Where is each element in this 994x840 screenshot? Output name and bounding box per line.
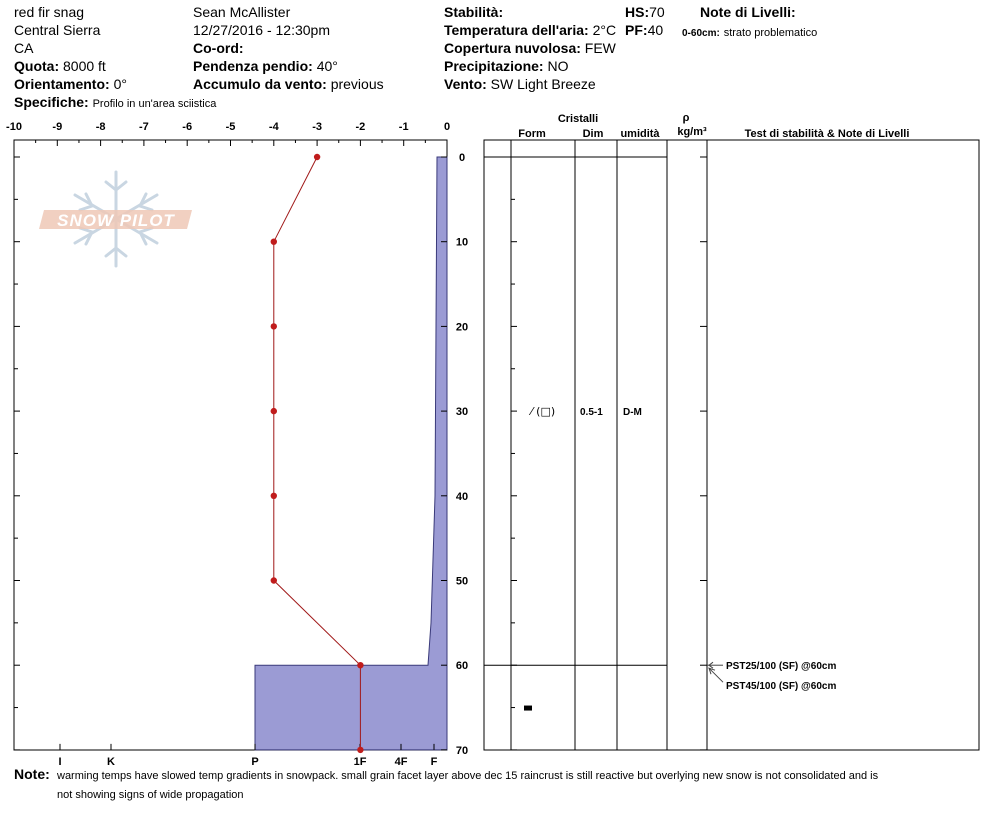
depth-tick-label: 70 [455,744,469,757]
hardness-tick-label: P [251,756,259,768]
datetime: 12/27/2016 - 12:30pm [193,22,330,38]
aspect-label: Orientamento: [14,76,110,92]
pf-value: 40 [647,22,664,38]
elevation-label: Quota: [14,58,60,74]
air-temp-value: 2°C [592,22,617,38]
temperature-point [271,323,277,329]
slope-label: Pendenza pendio: [193,58,313,74]
precip-label: Precipitazione: [444,58,544,74]
layer-note-range: 0-60cm: [682,28,720,39]
form-header: Form [518,128,546,140]
note-label: Note: [14,766,50,782]
temp-tick-label: -8 [95,121,106,133]
precip-value: NO [547,58,569,74]
depth-tick-label: 0 [458,152,466,164]
note-text-line1: warming temps have slowed temp gradients in snowpack. small grain facet layer above dec 15 raincrust is still reactive but overlying new snow is not consolidated and is [57,770,879,782]
air-temp-label: Temperatura dell'aria: [444,22,589,38]
layer-notes-label: Note di Livelli: [700,4,796,20]
size-header: Dim [582,128,604,140]
pf-label: PF: [625,22,648,38]
layer-form: ⁄ (□) [530,405,556,419]
layer-table [484,112,909,750]
aspect-value: 0° [113,76,127,92]
wind-loading-value: previous [330,76,384,92]
layer-moisture: D-M [623,407,642,419]
depth-tick-label: 40 [455,490,469,503]
wind-value: SW Light Breeze [490,76,596,92]
temperature-point [357,747,363,753]
test-arrow-2 [709,668,723,682]
observer: Sean McAllister [193,4,291,20]
temp-tick-label: -9 [52,121,63,133]
hs-label: HS: [625,4,650,20]
temp-tick-label: 0 [443,121,451,133]
hardness-tick-label: 4F [394,756,408,768]
wind-label: Vento: [444,76,487,92]
depth-tick-label: 30 [455,406,469,419]
temperature-point [271,408,277,414]
crystals-header: Cristalli [557,113,599,125]
left-plot-frame [14,140,447,750]
elevation-value: 8000 ft [63,58,106,74]
temperature-point [271,577,277,583]
logo-text: SNOW PILOT [57,211,175,230]
temperature-profile [271,154,364,753]
hardness-profile [255,157,447,750]
clouds-label: Copertura nuvolosa: [444,40,581,56]
temp-tick-label: -1 [398,121,409,133]
temp-tick-label: -6 [182,121,193,133]
layer-marker [524,706,532,711]
temp-tick-label: -10 [6,121,22,133]
note-row [14,766,50,782]
wind-loading-label: Accumulo da vento: [193,76,327,92]
temperature-line [274,157,361,750]
depth-tick-label: 60 [455,660,469,673]
depth-tick-label: 10 [455,236,469,249]
right-plot-frame [484,140,979,750]
note-text-line2: not showing signs of wide propagation [57,789,244,801]
temp-tick-label: -5 [225,121,236,133]
temp-tick-label: -3 [312,121,322,133]
hardness-tick-label: 1F [353,756,367,768]
density-symbol: ρ [682,112,690,124]
temperature-point [357,662,363,668]
stability-label: Stabilità: [444,4,504,20]
depth-tick-label: 20 [455,321,469,334]
depth-tick-label: 50 [455,575,469,588]
location: red fir snag [14,4,85,20]
stability-test-label: PST45/100 (SF) @60cm [726,681,837,693]
hardness-bars [255,157,447,750]
range: Central Sierra [14,22,101,38]
coord-label: Co-ord: [193,40,244,56]
temperature-point [271,493,277,499]
stability-test-label: PST25/100 (SF) @60cm [726,661,837,673]
temp-tick-label: -7 [139,121,149,133]
temp-tick-label: -2 [355,121,366,133]
layer-note-text: strato problematico [723,27,818,39]
hardness-tick-label: K [107,756,115,768]
specifics-value: Profilo in un'area sciistica [92,98,217,110]
tests-header: Test di stabilità & Note di Livelli [744,128,910,140]
clouds-value: FEW [584,40,616,56]
snowpilot-logo [39,172,192,266]
hs-value: 70 [649,4,665,20]
layer-size: 0.5-1 [580,407,603,419]
temp-tick-label: -4 [268,121,279,133]
moisture-header: umidità [620,128,660,140]
state: CA [14,40,34,56]
slope-value: 40° [316,58,338,74]
temperature-point [314,154,320,160]
hardness-tick-label: I [58,756,62,768]
hardness-tick-label: F [430,756,438,768]
density-unit: kg/m³ [677,126,707,138]
temperature-point [271,239,277,245]
specifics-label: Specifiche: [14,94,89,110]
